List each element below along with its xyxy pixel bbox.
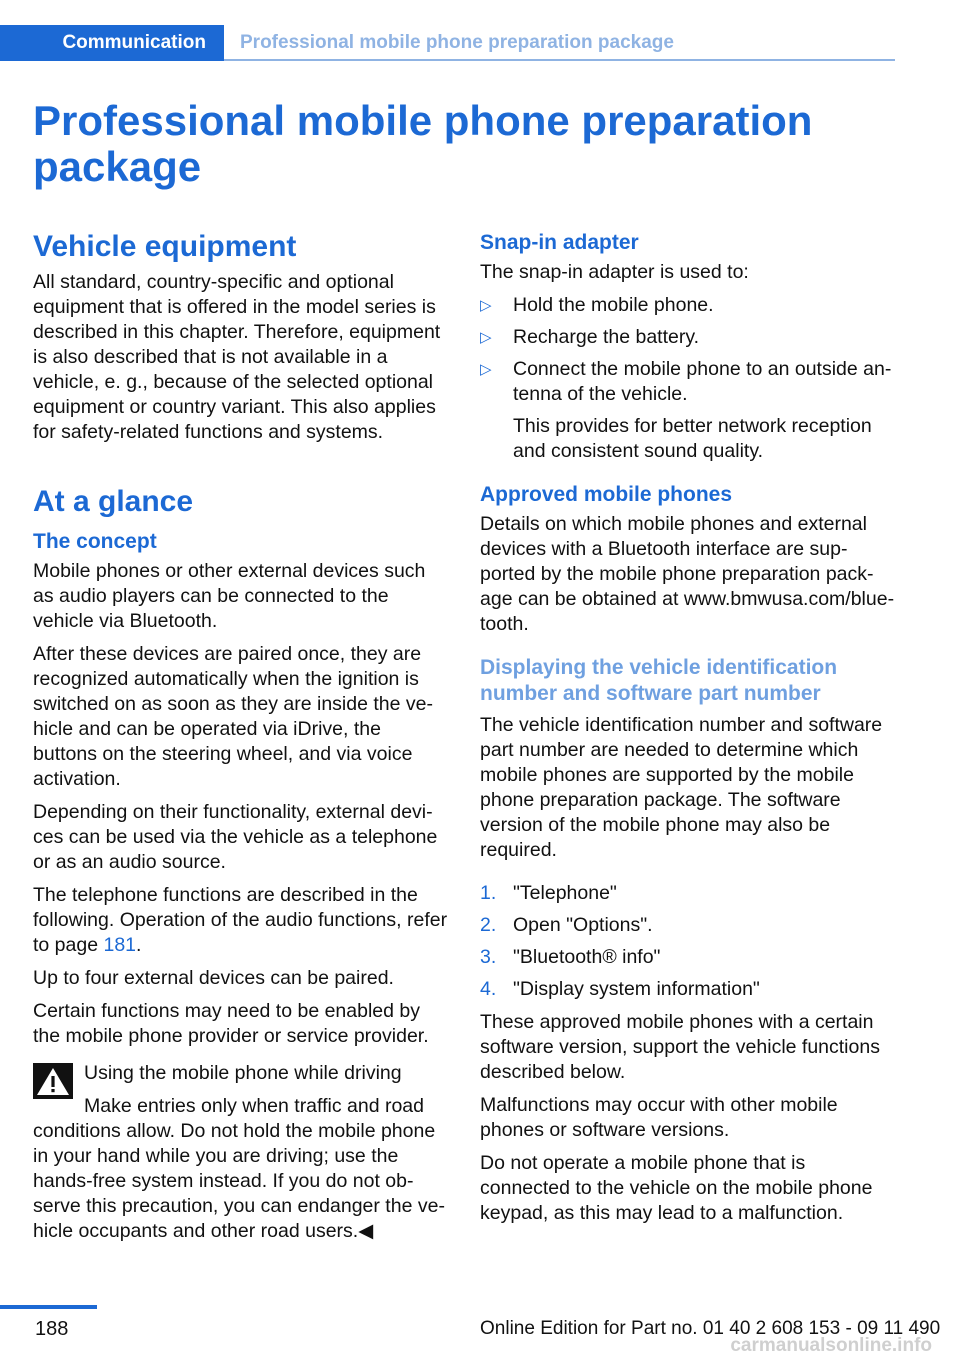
vehicle-equipment-heading: Vehicle equipment [33,230,297,263]
left-column [33,230,449,1252]
snap-in-adapter-heading: Snap-in adapter [480,231,639,254]
list-item [480,357,896,464]
vehicle-equipment-text: All standard, country-specific and optional equipment that is offered in the model series is described in this chapter. Therefore, equipment is also described that is not available in a vehicle, e. g., because of the selected optional equipment or country variant. This also applies for safety-related functions and systems. [33,271,441,443]
list-item-subtext: This provides for better network reception and consistent sound quality. [513,415,872,462]
warning-box [33,1061,449,1244]
paragraph-text: The telephone functions are described in the following. Operation of the audio functions, refer to page [33,884,448,956]
step-item [480,945,896,970]
approved-note-2: Malfunctions may occur with other mobile phones or software versions. [480,1094,838,1141]
approved-phones-heading: Approved mobile phones [480,483,733,506]
concept-paragraph-5: Up to four external devices can be paired. [33,967,394,989]
concept-paragraph-2: After these devices are paired once, they are recognized automatically when the ignition is switched on as soon as they are inside the vehicle and can be operated via iDrive, the buttons on the steering wheel, and via voice activation. [33,643,433,790]
page-reference-link[interactable]: 181 [103,934,137,956]
bullet-marker-icon: ▷ [480,297,492,314]
step-number: 4. [480,978,497,1000]
chapter-tab[interactable]: Professional mobile phone preparation package [240,32,674,53]
step-item [480,913,896,938]
list-item [480,293,896,318]
footer-edition: Online Edition for Part no. 01 40 2 608 153 - 09 11 490 [480,1318,941,1339]
concept-paragraph-4 [33,883,449,958]
step-text: "Display system information" [513,978,760,1000]
list-item-text: Connect the mobile phone to an outside antenna of the vehicle. [513,358,892,405]
page-number: 188 [35,1318,69,1340]
section-tab[interactable]: Communication [0,25,224,61]
steps-list [480,881,896,1002]
list-item [480,325,896,350]
step-item [480,881,896,906]
list-item-text: Hold the mobile phone. [513,294,714,316]
concept-heading: The concept [33,530,157,553]
step-text: "Telephone" [513,882,617,904]
footer-rule [0,1305,97,1309]
watermark: carmanualsonline.info [730,1335,932,1356]
snap-in-list [480,293,896,464]
step-number: 2. [480,914,497,936]
approved-phones-text: Details on which mobile phones and external devices with a Bluetooth interface are supported by the mobile phone preparation package can be obtained at www.bmwusa.com/bluetooth. [480,513,895,635]
warning-body-text: Make entries only when traffic and road conditions allow. Do not hold the mobile phone in your hand while you are driving; use the hands-free system instead. If you do not observe this precaution, you can endanger the vehicle occupants and other road users.◀ [33,1095,445,1242]
step-number: 1. [480,882,497,904]
bullet-marker-icon: ▷ [480,329,492,346]
header-divider [224,59,895,61]
step-number: 3. [480,946,497,968]
paragraph-text-end: . [136,934,142,956]
concept-paragraph-1: Mobile phones or other external devices such as audio players can be connected to the vehicle via Bluetooth. [33,560,426,632]
warning-triangle-icon [33,1063,73,1099]
warning-title: Using the mobile phone while driving [84,1062,402,1084]
display-vin-heading: Displaying the vehicle identification number and software part number [480,656,838,705]
page-header [0,25,895,61]
snap-in-intro: The snap-in adapter is used to: [480,261,749,283]
step-text: Open "Options". [513,914,653,936]
at-a-glance-heading: At a glance [33,485,194,518]
right-column [480,230,896,1234]
concept-paragraph-6: Certain functions may need to be enabled by the mobile phone provider or service provider. [33,1000,429,1047]
approved-note-3: Do not operate a mobile phone that is connected to the vehicle on the mobile phone keypad, as this may lead to a malfunction. [480,1152,873,1224]
approved-note-1: These approved mobile phones with a certain software version, support the vehicle functions described below. [480,1011,880,1083]
warning-body [33,1094,449,1244]
step-text: "Bluetooth® info" [513,946,661,968]
page-title: Professional mobile phone preparation package [33,97,813,190]
step-item [480,977,896,1002]
concept-paragraph-3: Depending on their functionality, external devices can be used via the vehicle as a telephone or as an audio source. [33,801,438,873]
bullet-marker-icon: ▷ [480,361,492,378]
display-vin-text: The vehicle identification number and software part number are needed to determine which mobile phones are supported by the mobile phone preparation package. The software version of the mobile phone may also be required. [480,714,883,861]
list-item-text: Recharge the battery. [513,326,700,348]
